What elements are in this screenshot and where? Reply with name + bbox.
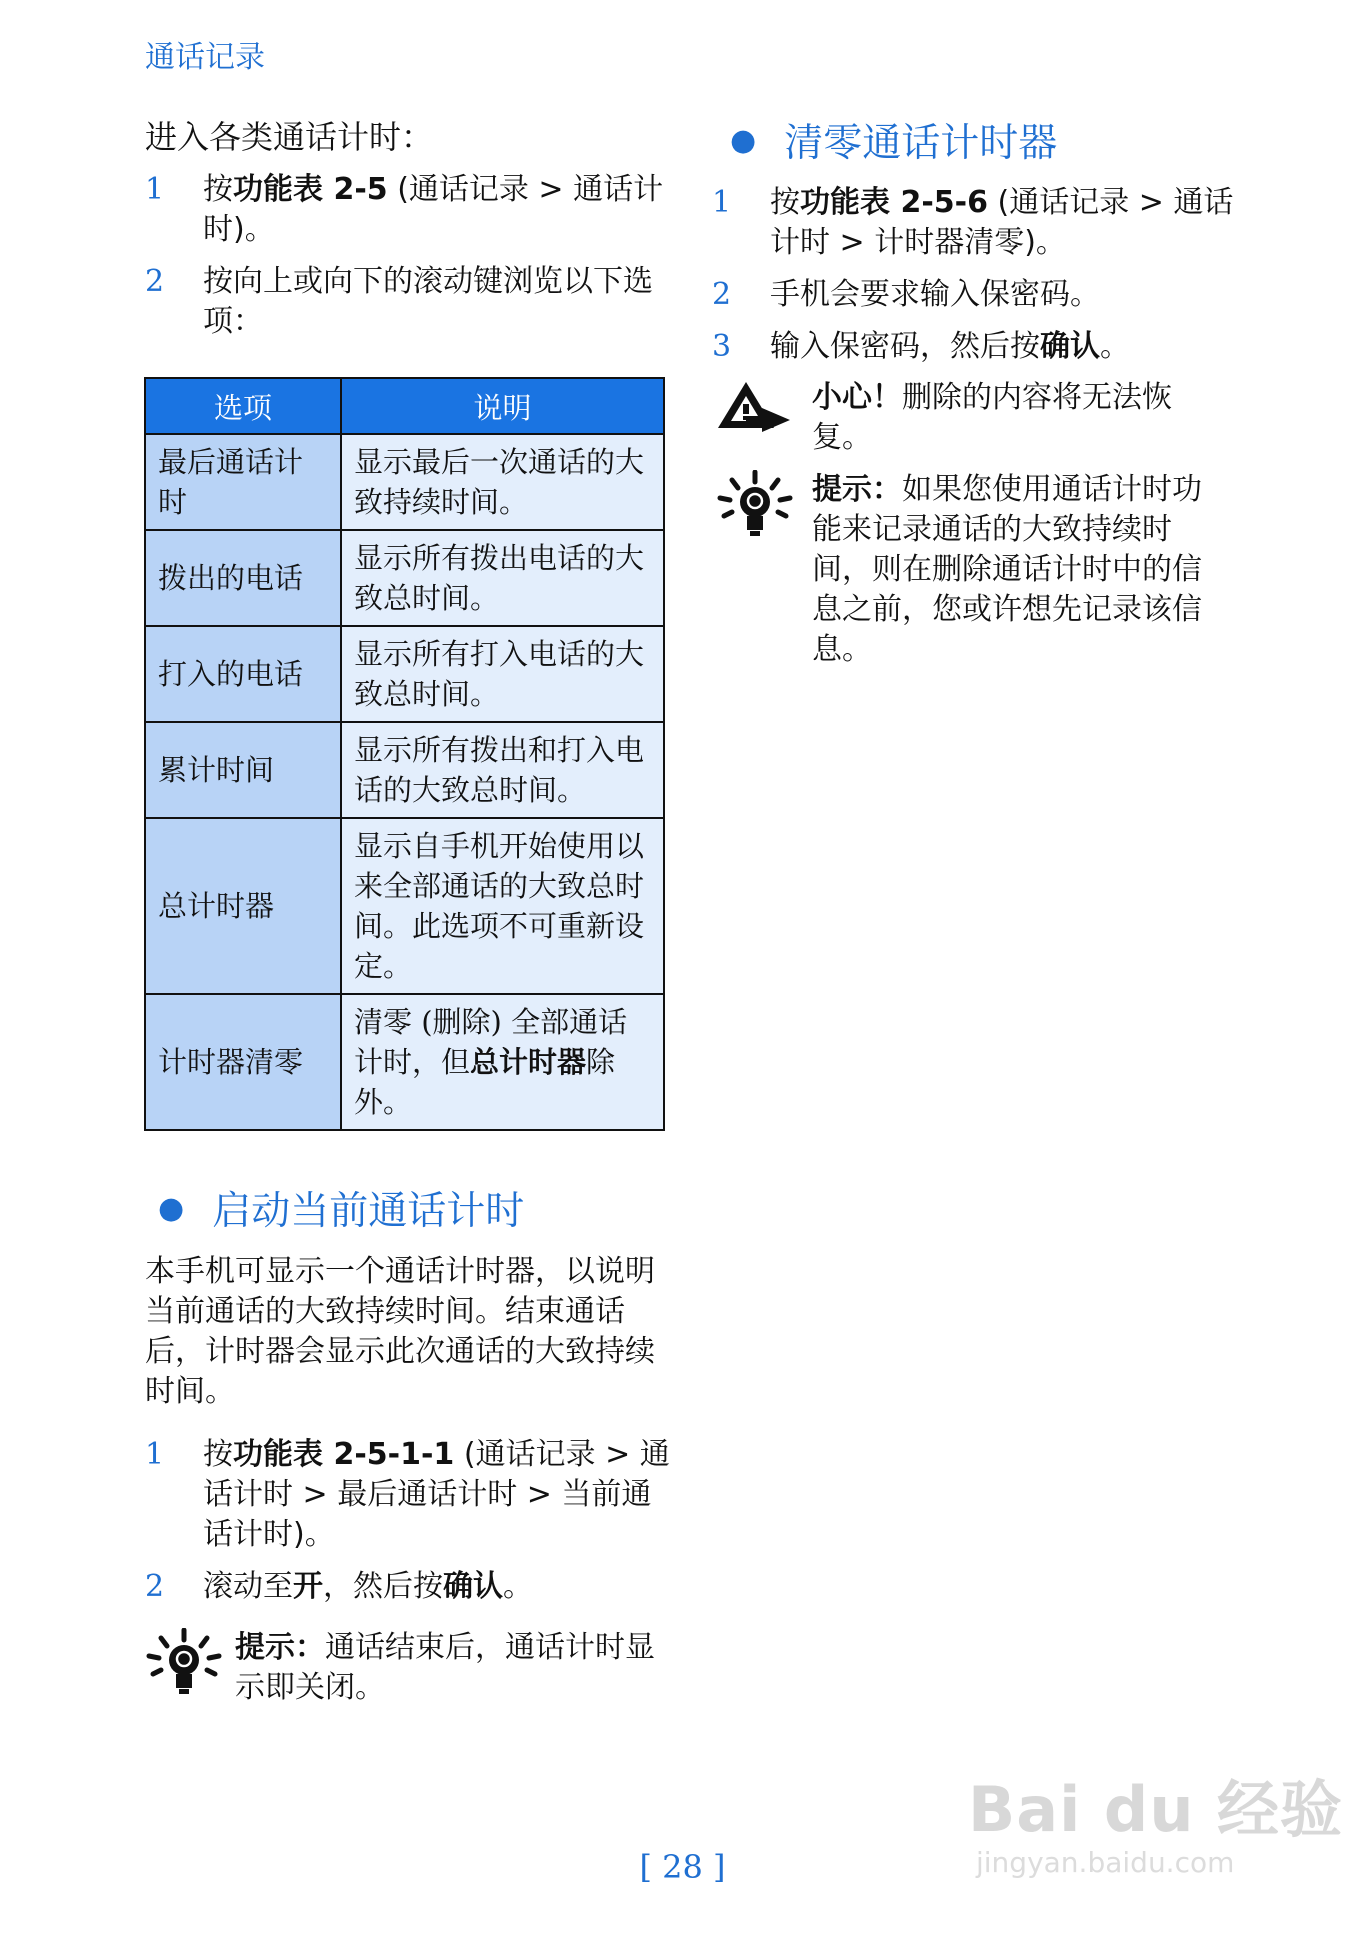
step-item xyxy=(145,1435,670,1555)
option-name: 计时器清零 xyxy=(145,994,341,1130)
page-number: [ 28 ] xyxy=(639,1848,726,1886)
option-name: 拨出的电话 xyxy=(145,530,341,626)
warning-text: 删除的内容将无法恢复。 xyxy=(812,380,1172,455)
option-description: 显示自手机开始使用以来全部通话的大致总时间。此选项不可重新设定。 xyxy=(341,818,664,994)
tip-note xyxy=(716,470,1216,670)
table-row xyxy=(145,626,664,722)
table-row xyxy=(145,818,664,994)
section-title: 清零通话计时器 xyxy=(784,121,1058,166)
tip-text: 通话结束后，通话计时显示即关闭。 xyxy=(235,1630,655,1705)
lightbulb-icon xyxy=(145,1628,235,1709)
step-number: 1 xyxy=(712,185,732,220)
step-number: 1 xyxy=(145,172,165,207)
step-item xyxy=(145,262,665,342)
step-text: 。 xyxy=(1100,329,1130,364)
header-description: 说明 xyxy=(341,378,664,434)
table-row xyxy=(145,722,664,818)
option-description: 显示所有拨出和打入电话的大致总时间。 xyxy=(341,722,664,818)
header-option: 选项 xyxy=(145,378,341,434)
step-item xyxy=(145,170,665,250)
step-text: (通话记录 > 通话计时)。 xyxy=(203,172,664,247)
step-number: 3 xyxy=(712,329,732,364)
watermark-url: jingyan.baidu.com xyxy=(976,1846,1235,1879)
intro-heading: 进入各类通话计时： xyxy=(145,118,434,156)
lightbulb-icon xyxy=(716,470,812,670)
option-description: 显示所有打入电话的大致总时间。 xyxy=(341,626,664,722)
step-text: 按 xyxy=(203,172,233,207)
menu-path: 功能表 2-5-1-1 xyxy=(233,1437,455,1472)
step-text: 手机会要求输入保密码。 xyxy=(770,277,1100,312)
key-bold: 确认 xyxy=(443,1569,503,1604)
step-text: 。 xyxy=(503,1569,533,1604)
menu-path: 功能表 2-5-6 xyxy=(800,185,988,220)
desc-bold: 总计时器 xyxy=(470,1045,587,1079)
step-text: 滚动至 xyxy=(203,1569,293,1604)
table-header-row xyxy=(145,378,664,434)
watermark-logo: Bai du 经验 xyxy=(968,1773,1344,1846)
table-row xyxy=(145,434,664,530)
step-number: 1 xyxy=(145,1437,165,1472)
step-item xyxy=(712,327,1237,367)
section-heading-clear-timer xyxy=(730,112,1057,168)
desc-text: 清零 (删除) 全部通话计时，但 xyxy=(354,1005,628,1079)
step-text: ，然后按 xyxy=(323,1569,443,1604)
step-text: 输入保密码，然后按 xyxy=(770,329,1040,364)
tip-text: 如果您使用通话计时功能来记录通话的大致持续时间，则在删除通话计时中的信息之前，您或许想先记录该信息。 xyxy=(812,472,1202,667)
bullet-icon: ● xyxy=(730,122,757,158)
step-text: 按向上或向下的滚动键浏览以下选项： xyxy=(203,264,653,339)
menu-path: 功能表 2-5 xyxy=(233,172,388,207)
desc-text: 除外。 xyxy=(354,1045,616,1119)
step-text: (通话记录 > 通话计时 > 最后通话计时 > 当前通话计时)。 xyxy=(203,1437,670,1552)
clear-timer-steps xyxy=(712,183,1237,367)
step-number: 2 xyxy=(712,277,732,312)
section-heading-start-timer xyxy=(158,1180,524,1236)
tip-lead: 提示： xyxy=(812,472,902,507)
start-timer-steps xyxy=(145,1435,670,1607)
tip-note xyxy=(145,1628,670,1709)
option-description xyxy=(341,994,664,1130)
step-number: 2 xyxy=(145,264,165,299)
warning-note xyxy=(716,378,1216,458)
bullet-icon: ● xyxy=(158,1190,185,1226)
option-name: 最后通话计时 xyxy=(145,434,341,530)
table-row xyxy=(145,994,664,1130)
step-text: 按 xyxy=(770,185,800,220)
key-bold: 确认 xyxy=(1040,329,1100,364)
option-bold: 开 xyxy=(293,1569,323,1604)
step-item xyxy=(712,183,1237,263)
step-item xyxy=(712,275,1237,315)
intro-steps xyxy=(145,170,665,342)
section-paragraph: 本手机可显示一个通话计时器，以说明当前通话的大致持续时间。结束通话后，计时器会显示此次通话的大致持续时间。 xyxy=(145,1254,655,1409)
warning-icon xyxy=(716,378,812,458)
option-description: 显示所有拨出电话的大致总时间。 xyxy=(341,530,664,626)
option-name: 打入的电话 xyxy=(145,626,341,722)
step-text: 按 xyxy=(203,1437,233,1472)
tip-lead: 提示： xyxy=(235,1630,325,1665)
running-head: 通话记录 xyxy=(145,40,265,75)
table-row xyxy=(145,530,664,626)
section-title: 启动当前通话计时 xyxy=(212,1189,525,1234)
step-item xyxy=(145,1567,670,1607)
option-description: 显示最后一次通话的大致持续时间。 xyxy=(341,434,664,530)
options-table xyxy=(144,377,665,1131)
warning-lead: 小心！ xyxy=(812,380,902,415)
step-text: (通话记录 > 通话计时 > 计时器清零)。 xyxy=(770,185,1234,260)
step-number: 2 xyxy=(145,1569,165,1604)
option-name: 总计时器 xyxy=(145,818,341,994)
option-name: 累计时间 xyxy=(145,722,341,818)
